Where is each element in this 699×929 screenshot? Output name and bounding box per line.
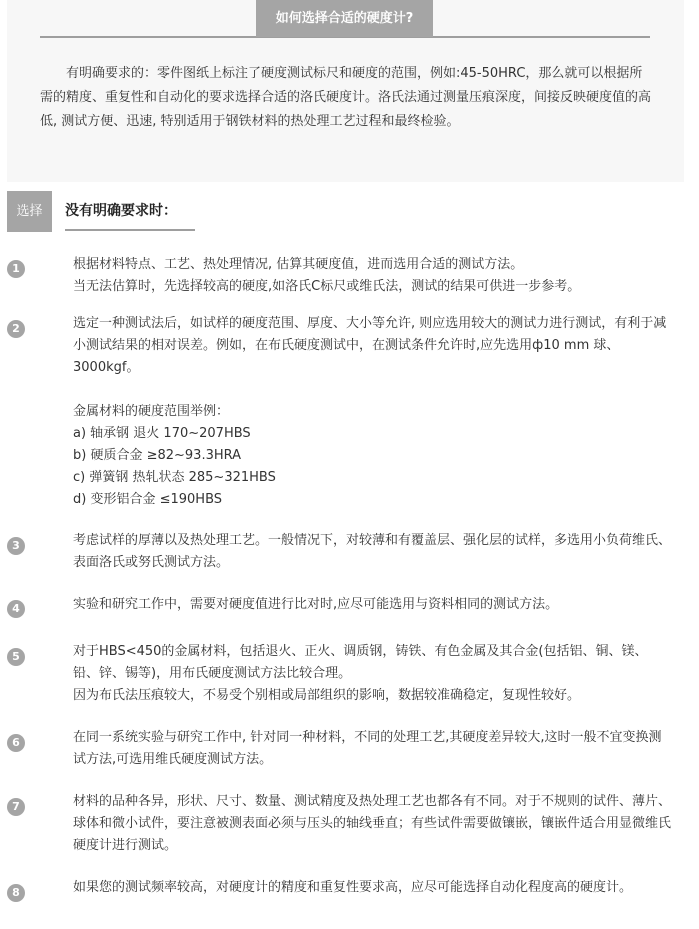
item-number-badge: 5 [7,648,25,666]
item-text: 选定一种测试法后，如试样的硬度范围、厚度、大小等允许, 则应选用较大的测试力进行测试，有利于减小测试结果的相对误差。例如，在布氏硬度测试中，在测试条件允许时,应先选用ф10 mm 球、3000kgf。 [73,316,667,375]
section-tag: 选择 [7,191,52,232]
item-number-badge: 3 [7,537,25,555]
list-item [73,877,673,899]
item-text: 当无法估算时，先选择较高的硬度,如洛氏C标尺或维氏法，测试的结果可供进一步参考。 [73,279,581,294]
item-text: 材料的品种各异，形状、尺寸、数量、测试精度及热处理工艺也都各有不同。对于不规则的试件、薄片、球体和微小试件，要注意被测表面必须与压头的轴线垂直；有些试件需要做镶嵌，镶嵌件适合用显微维氏硬度计进行测试。 [73,794,672,853]
item-number-badge: 1 [7,260,25,278]
list-item [73,641,673,707]
item-number-badge: 6 [7,734,25,752]
item-text: 因为布氏法压痕较大，不易受个别相或局部组织的影响，数据较准确稳定，复现性较好。 [73,688,581,703]
item-text: 考虑试样的厚薄以及热处理工艺。一般情况下，对较薄和有覆盖层、强化层的试样，多选用小负荷维氏、表面洛氏或努氏测试方法。 [73,533,672,570]
item-number-badge: 8 [7,884,25,902]
example-line: b) 硬质合金 ≥82~93.3HRA [73,448,242,463]
list-item [73,313,673,511]
item-text: 对于HBS<450的金属材料，包括退火、正火、调质钢，铸铁、有色金属及其合金(包括铝、铜、镁、铅、锌、锡等)，用布氏硬度测试方法比较合理。 [73,644,648,681]
item-number-badge: 2 [7,320,25,338]
list-item [73,530,673,574]
intro-text: 有明确要求的：零件图纸上标注了硬度测试标尺和硬度的范围，例如:45-50HRC，那么就可以根据所需的精度、重复性和自动化的要求选择合适的洛氏硬度计。洛氏法通过测量压痕深度，间接反映硬度值的高低, 测试方便、迅速, 特别适用于钢铁材料的热处理工艺过程和最终检验。 [40,66,652,129]
examples-title: 金属材料的硬度范围举例： [73,404,230,419]
list-item [73,254,673,298]
section-underline [65,229,195,231]
example-line: d) 变形铝合金 ≤190HBS [73,492,223,507]
list-item [73,727,673,771]
example-line: a) 轴承钢 退火 170~207HBS [73,426,251,441]
item-text: 根据材料特点、工艺、热处理情况, 估算其硬度值，进而选用合适的测试方法。 [73,257,524,272]
example-line: c) 弹簧钢 热轧状态 285~321HBS [73,470,276,485]
list-item [73,791,673,857]
item-text: 实验和研究工作中，需要对硬度值进行比对时,应尽可能选用与资料相同的测试方法。 [73,597,559,612]
item-text: 在同一系统实验与研究工作中, 针对同一种材料，不同的处理工艺,其硬度差异较大,这时一般不宜变换测试方法,可选用维氏硬度测试方法。 [73,730,662,767]
section-title: 没有明确要求时： [65,203,177,219]
item-text: 如果您的测试频率较高，对硬度计的精度和重复性要求高，应尽可能选择自动化程度高的硬度计。 [73,880,633,895]
item-number-badge: 7 [7,798,25,816]
list-item [73,594,673,616]
page-title: 如何选择合适的硬度计? [256,0,433,37]
item-number-badge: 4 [7,600,25,618]
